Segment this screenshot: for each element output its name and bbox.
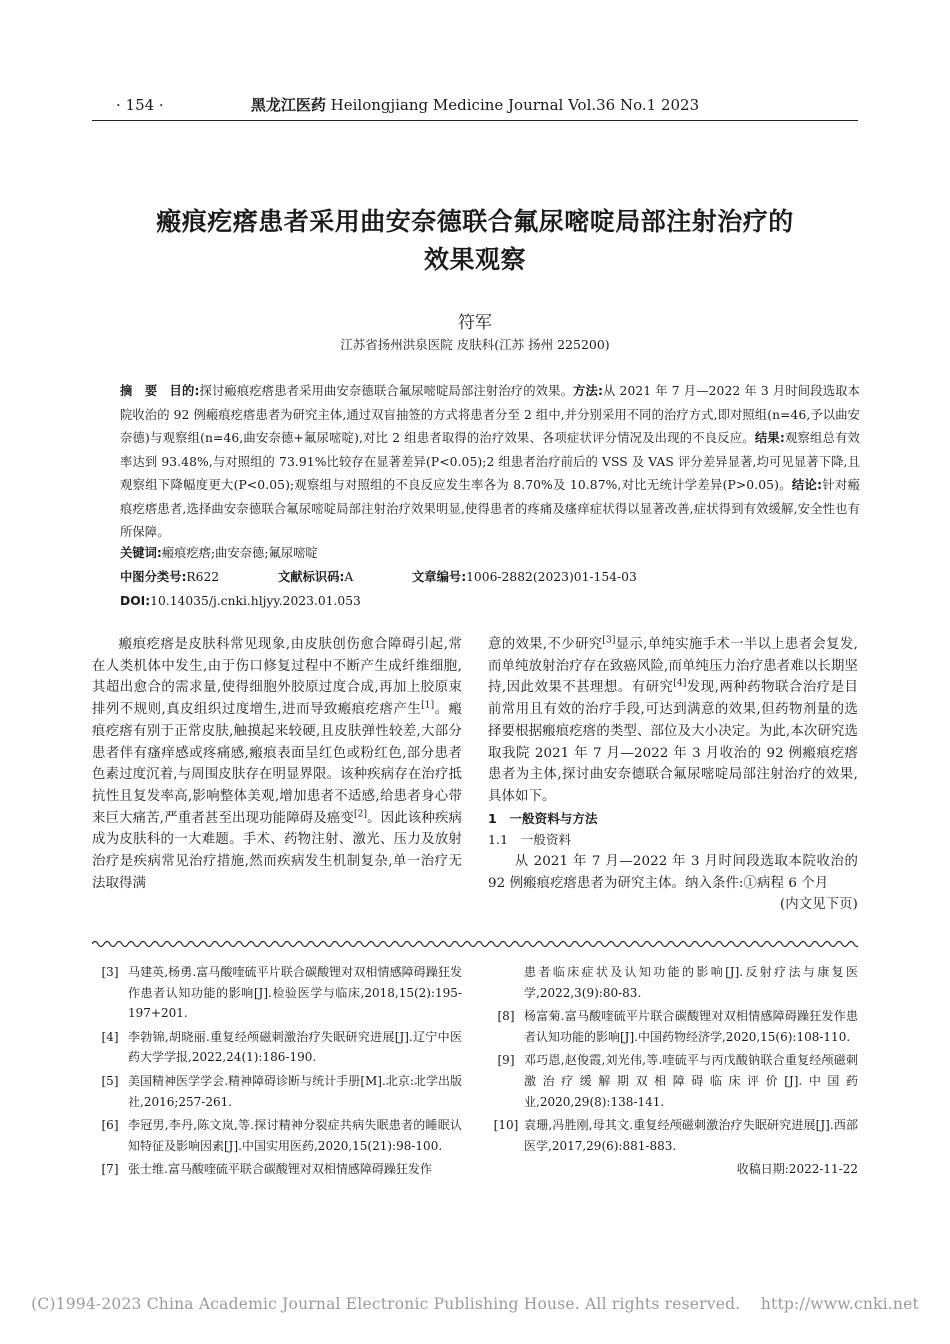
- reference-text: 李勃锦,胡晓丽.重复经颅磁刺激治疗失眠研究进展[J].辽宁中医药大学学报,2022,24(1):186-190.: [128, 1029, 462, 1065]
- reference-text: 美国精神医学学会.精神障碍诊断与统计手册[M].北京:北学出版社,2016;257-261.: [128, 1073, 462, 1109]
- reference-text: 邓巧恩,赵俊霞,刘光伟,等.喹硫平与丙戊酸钠联合重复经颅磁刺激治疗缓解期双相障碍临床评价[J].中国药业,2020,29(8):138-141.: [524, 1053, 858, 1109]
- page-number: · 154 ·: [116, 96, 164, 114]
- reference-item: [92, 1027, 462, 1068]
- general-data-paragraph: 从 2021 年 7 月—2022 年 3 月时间段选取本院收治的 92 例瘢痕疙瘩患者为研究主体。纳入条件:①病程 6 个月: [488, 854, 858, 891]
- keywords: [120, 542, 860, 565]
- intro-continued: [488, 634, 858, 808]
- reference-number: [8]: [497, 1009, 515, 1024]
- intro-cont-c: 发现,两种药物联合治疗是目前常用且有效的治疗手段,可达到满意的效果,但药物剂量的选择要根据瘢痕疙瘩的类型、部位及大小决定。为此,本次研究选取我院 2021 年 7 月—2022 年 3 月收治的 92 例瘢痕疙瘩患者为主体,探讨曲安奈德联合氟尿嘧啶局部注射治疗的效果,具体如下。: [488, 680, 859, 804]
- reference-text: 杨富菊.富马酸喹硫平片联合碳酸锂对双相情感障碍躁狂发作患者认知功能的影响[J].中国药物经济学,2020,15(6):108-110.: [524, 1009, 858, 1044]
- running-header: [92, 92, 858, 118]
- doc-code-label: 文献标识码:: [278, 570, 345, 584]
- abstract-label: 摘 要: [120, 384, 158, 398]
- doi-line: [120, 590, 860, 613]
- conclusion-label: 结论:: [791, 478, 823, 492]
- header-rule: [92, 120, 858, 121]
- reference-number: [7]: [101, 1162, 119, 1177]
- intro-cont-b: 显示,单纯实施手术一半以上患者会复发,而单纯放射治疗存在致癌风险,而单纯压力治疗患者难以长期坚持,因此效果不甚理想。有研究: [488, 637, 858, 696]
- citation-4: [4]: [673, 678, 687, 689]
- reference-item: [488, 1115, 858, 1156]
- abstract: [120, 380, 860, 545]
- result-text: 观察组总有效率达到 93.48%,与对照组的 73.91%比较存在显著差异(P<0.05);2 组患者治疗前后的 VSS 及 VAS 评分差异显著,均可见显著下降,且观察组下降幅度更大(P<0.05);观察组与对照组的不良反应发生率各为 8.70%及 10.87%,对比无统计学差异(P>0.05)。: [120, 431, 860, 492]
- reference-text: 患者临床症状及认知功能的影响[J].反射疗法与康复医学,2022,3(9):80-83.: [524, 965, 858, 1000]
- journal-name-en: Heilongjiang Medicine Journal Vol.36 No.1 2023: [330, 96, 700, 114]
- reference-number: [6]: [101, 1118, 119, 1133]
- objective-text: 探讨瘢痕疙瘩患者采用曲安奈德联合氟尿嘧啶局部注射治疗的效果。: [199, 384, 574, 398]
- intro-text-a: 瘢痕疙瘩是皮肤科常见现象,由皮肤创伤愈合障碍引起,常在人类机体中发生,由于伤口修复过程中不断产生成纤维细胞,其超出愈合的需求量,使得细胞外胶原过度合成,再加上胶原束排列不规则,真皮组织过度增生,进而导致瘢痕疙瘩产生: [92, 637, 462, 718]
- doc-code-value: A: [344, 570, 354, 584]
- wavy-separator: [92, 938, 858, 950]
- reference-text: 张士维.富马酸喹硫平联合碳酸锂对双相情感障碍躁狂发作: [128, 1162, 432, 1177]
- reference-item: [92, 1159, 462, 1180]
- received-date: 收稿日期:2022-11-22: [736, 1162, 858, 1177]
- article-no-value: 1006-2882(2023)01-154-03: [466, 570, 637, 584]
- author-name: 符军: [458, 313, 492, 333]
- reference-item-continued: [488, 962, 858, 1003]
- title-line-2: 效果观察: [423, 245, 526, 274]
- reference-item: [92, 1115, 462, 1156]
- doi-value: 10.14035/j.cnki.hljyy.2023.01.053: [150, 594, 361, 608]
- title-line-1: 瘢痕疙瘩患者采用曲安奈德联合氟尿嘧啶局部注射治疗的: [156, 207, 794, 236]
- body-column-left: [92, 634, 462, 894]
- keywords-text: 瘢痕疙瘩;曲安奈德;氟尿嘧啶: [161, 546, 318, 560]
- reference-number: [10]: [493, 1118, 519, 1133]
- section-heading-1-1: 1.1 一般资料: [488, 832, 572, 848]
- reference-item: [488, 1006, 858, 1047]
- citation-1: [1]: [421, 700, 435, 711]
- conclusion-text: 针对瘢痕疙瘩患者,选择曲安奈德联合氟尿嘧啶局部注射治疗效果明显,使得患者的疼痛及瘙痒症状得以显著改善,症状得到有效缓解,安全性也有所保障。: [120, 478, 860, 539]
- intro-text-b: 。瘢痕疙瘩有别于正常皮肤,触摸起来较硬,且皮肤弹性较差,大部分患者伴有瘙痒感或疼痛感,瘢痕表面呈红色或粉红色,部分患者色素过度沉着,与周围皮肤存在明显界限。该种疾病存在治疗抵抗性且复发率高,影响整体美观,增加患者不适感,给患者身心带来巨大痛苦,严重者甚至出现功能障碍及癌变: [92, 702, 462, 826]
- section-heading-1: 1 一般资料与方法: [488, 810, 598, 826]
- clc-value: R622: [186, 570, 220, 584]
- reference-item: [488, 1050, 858, 1112]
- reference-number: [3]: [101, 965, 119, 979]
- reference-text: 袁珊,冯胜刚,母其文.重复经颅磁刺激治疗失眠研究进展[J].西部医学,2017,29(6):881-883.: [524, 1118, 858, 1153]
- references-left: [92, 962, 462, 1183]
- article-no-label: 文章编号:: [412, 570, 467, 584]
- reference-item: [92, 962, 462, 1024]
- references-right: [488, 962, 858, 1180]
- reference-text: 李冠男,李丹,陈文岚,等.探讨精神分裂症共病失眠患者的睡眠认知特征及影响因素[J].中国实用医药,2020,15(21):98-100.: [128, 1118, 462, 1153]
- journal-name: [92, 94, 858, 115]
- reference-item: [92, 1071, 462, 1112]
- doi-label: DOI:: [120, 594, 151, 608]
- reference-number: [4]: [101, 1029, 119, 1044]
- copyright-footer: (C)1994-2023 China Academic Journal Electronic Publishing House. All rights reserved. http://www.cnki.net: [31, 1295, 919, 1313]
- intro-paragraph: [92, 634, 462, 894]
- intro-cont-a: 意的效果,不少研究: [488, 637, 603, 652]
- reference-text: 马建英,杨勇.富马酸喹硫平片联合碳酸锂对双相情感障碍躁狂发作患者认知功能的影响[J].检验医学与临床,2018,15(2):195-197+201.: [128, 965, 462, 1021]
- reference-number: [5]: [101, 1073, 119, 1088]
- affiliation: 江苏省扬州洪泉医院 皮肤科(江苏 扬州 225200): [340, 337, 610, 352]
- citation-2: [2]: [354, 809, 368, 820]
- journal-name-cn: 黑龙江医药: [250, 96, 326, 114]
- reference-number: [9]: [497, 1053, 515, 1068]
- objective-label: 目的:: [169, 384, 200, 398]
- clc-label: 中图分类号:: [120, 570, 187, 584]
- result-label: 结果:: [754, 431, 785, 445]
- continued-note: (内文见下页): [779, 897, 858, 913]
- keywords-label: 关键词:: [120, 546, 162, 560]
- method-text: 从 2021 年 7 月—2022 年 3 月时间段选取本院收治的 92 例瘢痕疙瘩患者为研究主体,通过双盲抽签的方式将患者分至 2 组中,并分别采用不同的治疗方式,即对照组(n=46,予以曲安奈德)与观察组(n=46,曲安奈德+氟尿嘧啶),对比 2 组患者取得的治疗效果、各项症状评分情况及出现的不良反应。: [120, 384, 860, 445]
- intro-text-c: 。因此该种疾病成为皮肤科的一大难题。手术、药物注射、激光、压力及放射治疗是疾病常见治疗措施,然而疾病发生机制复杂,单一治疗无法取得满: [92, 810, 462, 891]
- method-label: 方法:: [573, 384, 603, 398]
- article-title: [92, 203, 858, 279]
- body-column-right: [488, 634, 858, 916]
- citation-3: [3]: [602, 635, 616, 646]
- classification-line: [120, 566, 860, 589]
